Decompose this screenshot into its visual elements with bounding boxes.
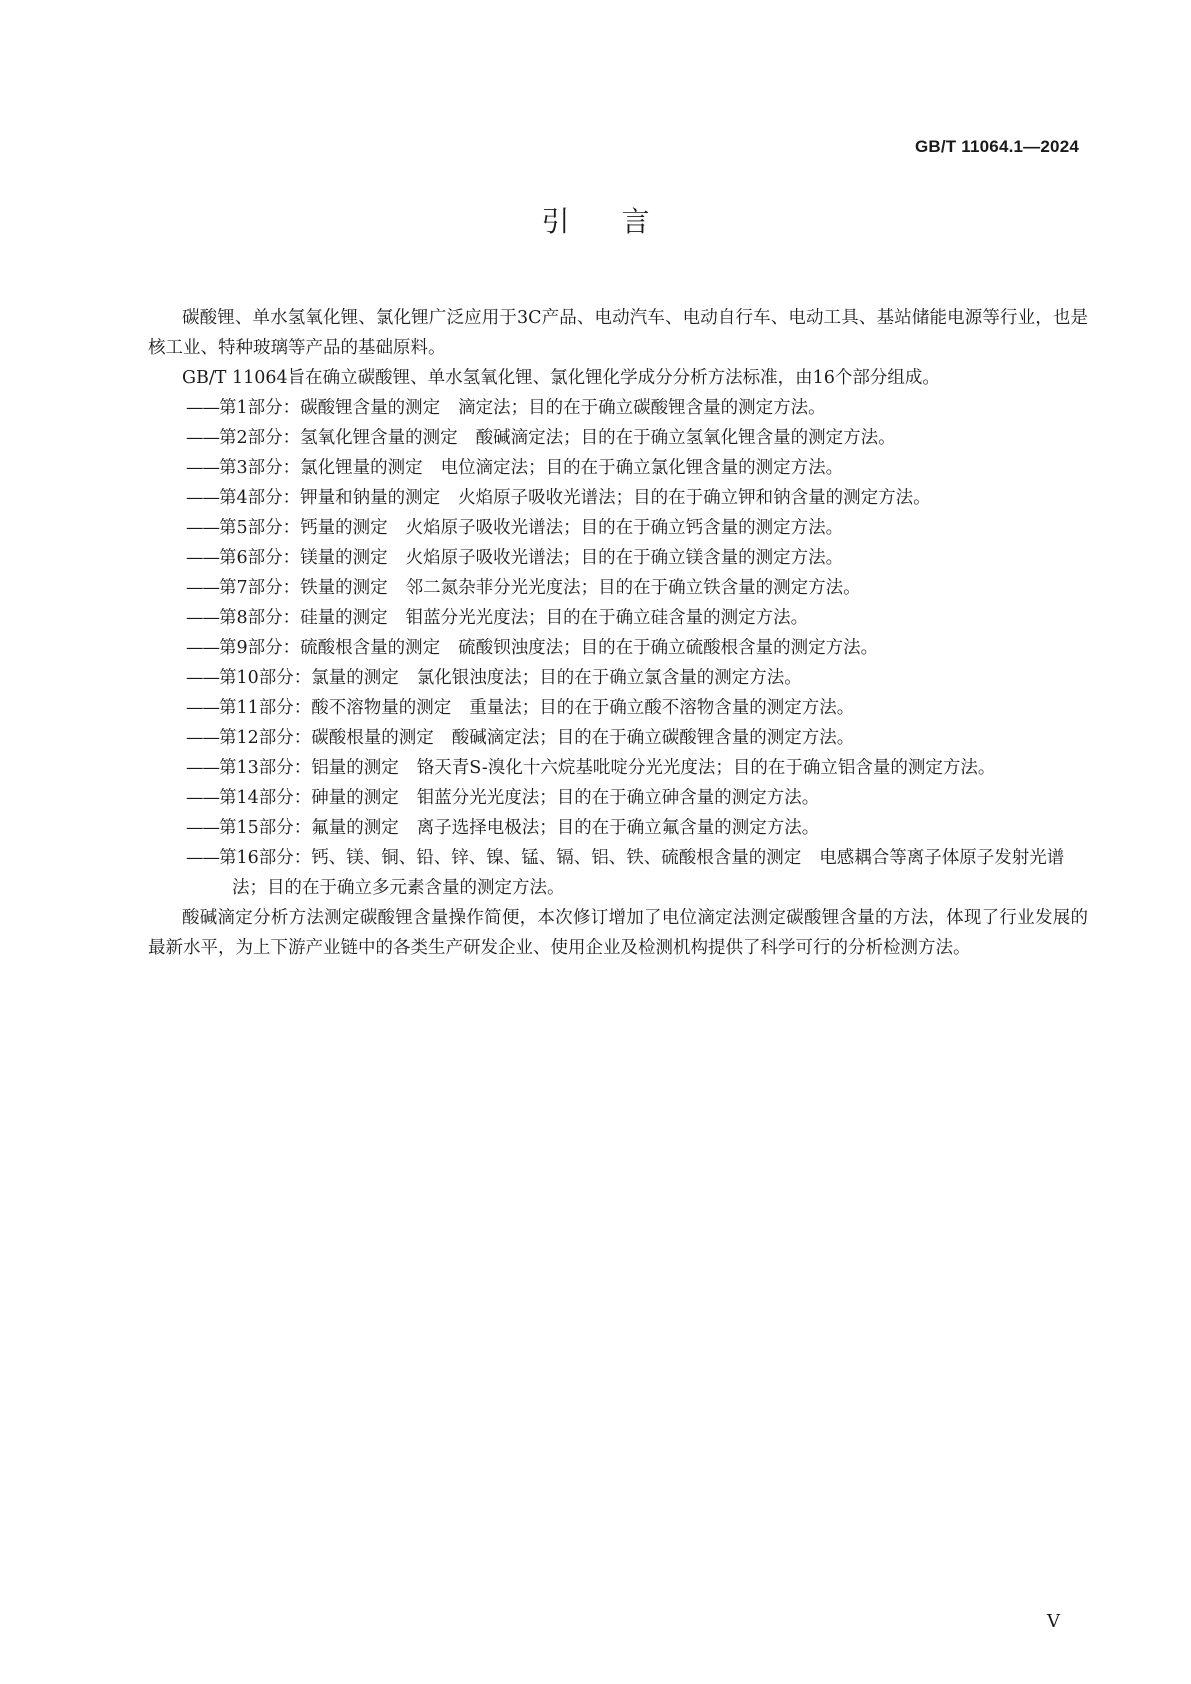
list-item (148, 843, 1088, 903)
list-item (148, 393, 1088, 423)
part-method: 火焰原子吸收光谱法；目的在于确立钾和钠含量的测定方法。 (458, 488, 931, 508)
list-dash: —— (186, 608, 219, 628)
part-name: 第16部分：钙、镁、铜、铅、锌、镍、锰、镉、铝、铁、硫酸根含量的测定 (219, 848, 802, 868)
part-name: 第14部分：砷量的测定 (219, 788, 399, 808)
part-method: 重量法；目的在于确立酸不溶物含量的测定方法。 (469, 698, 855, 718)
part-method: 火焰原子吸收光谱法；目的在于确立镁含量的测定方法。 (405, 548, 844, 568)
intro-paragraph-1: 碳酸锂、单水氢氧化锂、氯化锂广泛应用于3C产品、电动汽车、电动自行车、电动工具、基站储能电源等行业，也是核工业、特种玻璃等产品的基础原料。 (148, 308, 1088, 358)
part-method: 电感耦合等离子体原子发射光谱法；目的在于确立多元素含量的测定方法。 (232, 848, 1065, 898)
list-item (148, 573, 1088, 603)
part-name: 第13部分：铝量的测定 (219, 758, 399, 778)
part-name: 第8部分：硅量的测定 (219, 608, 388, 628)
list-dash: —— (186, 548, 219, 568)
list-dash: —— (186, 668, 219, 688)
list-dash: —— (186, 698, 219, 718)
list-dash: —— (186, 758, 219, 778)
list-dash: —— (186, 398, 219, 418)
list-item (148, 513, 1088, 543)
part-name: 第12部分：碳酸根量的测定 (219, 728, 434, 748)
body-text (148, 303, 1088, 963)
part-method: 邻二氮杂菲分光光度法；目的在于确立铁含量的测定方法。 (405, 578, 861, 598)
part-name: 第5部分：钙量的测定 (219, 518, 388, 538)
list-dash: —— (186, 788, 219, 808)
part-method: 铬天青S-溴化十六烷基吡啶分光光度法；目的在于确立铝含量的测定方法。 (416, 758, 996, 778)
list-dash: —— (186, 428, 219, 448)
list-item (148, 603, 1088, 633)
intro-paragraph-2: GB/T 11064旨在确立碳酸锂、单水氢氧化锂、氯化锂化学成分分析方法标准，由16个部分组成。 (182, 368, 940, 388)
part-name: 第15部分：氟量的测定 (219, 818, 399, 838)
list-item (148, 423, 1088, 453)
standard-code: GB/T 11064.1—2024 (914, 137, 1079, 156)
parts-list (148, 393, 1088, 903)
part-method: 电位滴定法；目的在于确立氯化锂含量的测定方法。 (440, 458, 844, 478)
list-item (148, 633, 1088, 663)
part-name: 第7部分：铁量的测定 (219, 578, 388, 598)
list-dash: —— (186, 818, 219, 838)
part-name: 第4部分：钾量和钠量的测定 (219, 488, 441, 508)
list-dash: —— (186, 638, 219, 658)
list-item (148, 693, 1088, 723)
part-method: 火焰原子吸收光谱法；目的在于确立钙含量的测定方法。 (405, 518, 844, 538)
list-dash: —— (186, 578, 219, 598)
part-name: 第9部分：硫酸根含量的测定 (219, 638, 441, 658)
part-method: 酸碱滴定法；目的在于确立氢氧化锂含量的测定方法。 (475, 428, 896, 448)
list-item (148, 453, 1088, 483)
list-item (148, 783, 1088, 813)
part-method: 滴定法；目的在于确立碳酸锂含量的测定方法。 (458, 398, 826, 418)
list-item (148, 813, 1088, 843)
part-name: 第6部分：镁量的测定 (219, 548, 388, 568)
page-title: 引言 (541, 205, 702, 238)
list-dash: —— (186, 488, 219, 508)
part-method: 钼蓝分光光度法；目的在于确立硅含量的测定方法。 (405, 608, 809, 628)
list-dash: —— (186, 458, 219, 478)
list-item (148, 663, 1088, 693)
page-number: V (1047, 1611, 1060, 1632)
part-name: 第1部分：碳酸锂含量的测定 (219, 398, 441, 418)
list-item (148, 543, 1088, 573)
part-method: 酸碱滴定法；目的在于确立碳酸锂含量的测定方法。 (451, 728, 855, 748)
list-dash: —— (186, 518, 219, 538)
list-item (148, 753, 1088, 783)
part-method: 氯化银浊度法；目的在于确立氯含量的测定方法。 (416, 668, 802, 688)
part-method: 离子选择电极法；目的在于确立氟含量的测定方法。 (416, 818, 820, 838)
part-name: 第3部分：氯化锂量的测定 (219, 458, 423, 478)
list-item (148, 483, 1088, 513)
list-dash: —— (186, 728, 219, 748)
part-name: 第2部分：氢氧化锂含量的测定 (219, 428, 458, 448)
part-method: 钼蓝分光光度法；目的在于确立砷含量的测定方法。 (416, 788, 820, 808)
part-name: 第10部分：氯量的测定 (219, 668, 399, 688)
part-method: 硫酸钡浊度法；目的在于确立硫酸根含量的测定方法。 (458, 638, 879, 658)
closing-paragraph: 酸碱滴定分析方法测定碳酸锂含量操作简便，本次修订增加了电位滴定法测定碳酸锂含量的方法，体现了行业发展的最新水平，为上下游产业链中的各类生产研发企业、使用企业及检测机构提供了科学可行的分析检测方法。 (148, 908, 1088, 958)
part-name: 第11部分：酸不溶物量的测定 (219, 698, 452, 718)
list-item (148, 723, 1088, 753)
list-dash: —— (186, 848, 219, 868)
